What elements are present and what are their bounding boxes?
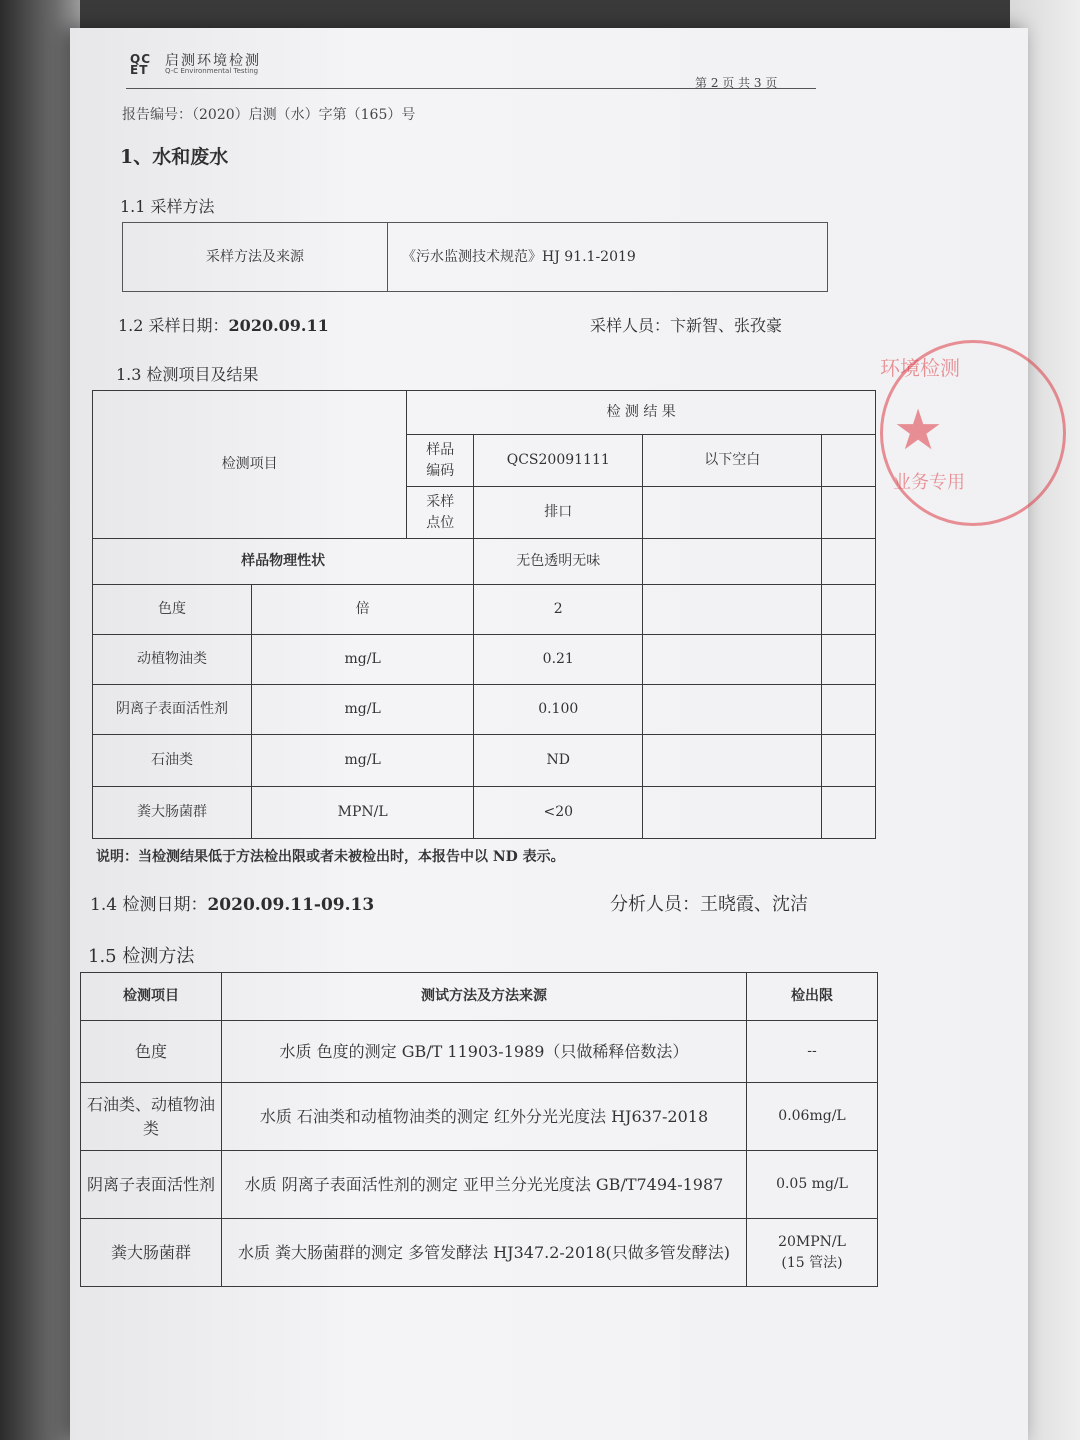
subsection-1-5-title: 1.5 检测方法 — [88, 946, 195, 967]
empty-cell — [822, 585, 876, 635]
table-row — [93, 735, 876, 787]
analysis-people: 分析人员：王晓霞、沈洁 — [610, 894, 808, 915]
table-row — [81, 1151, 878, 1219]
logo-subtitle: Q-C Environmental Testing — [165, 67, 259, 75]
analysis-date-row — [90, 890, 374, 915]
empty-cell — [822, 685, 876, 735]
results-col-item: 检测项目 — [93, 391, 407, 539]
table-row — [93, 585, 876, 635]
table-row — [93, 685, 876, 735]
result-unit: mg/L — [252, 685, 474, 735]
sampling-method-table — [122, 222, 828, 292]
sampling-date: 2020.09.11 — [228, 316, 329, 335]
report-number: 报告编号：（2020）启测（水）字第（165）号 — [122, 107, 416, 123]
result-unit: 倍 — [252, 585, 474, 635]
sampling-date-row — [118, 313, 329, 336]
method-limit: -- — [747, 1021, 878, 1083]
physical-value: 无色透明无味 — [474, 539, 643, 585]
result-item: 石油类 — [93, 735, 252, 787]
empty-cell — [643, 487, 822, 539]
table-row — [93, 787, 876, 839]
sample-code-label: 样品 编码 — [407, 435, 474, 487]
empty-cell — [643, 685, 822, 735]
method-source: 水质 阴离子表面活性剂的测定 亚甲兰分光光度法 GB/T7494-1987 — [222, 1151, 747, 1219]
table-row — [81, 1219, 878, 1287]
sampling-method-value: 《污水监测技术规范》HJ 91.1-2019 — [388, 223, 828, 292]
method-source: 水质 粪大肠菌群的测定 多管发酵法 HJ347.2-2018(只做多管发酵法) — [222, 1219, 747, 1287]
subsection-1-1-title: 1.1 采样方法 — [120, 197, 215, 216]
result-unit: MPN/L — [252, 787, 474, 839]
page-number: 第 2 页 共 3 页 — [695, 76, 778, 90]
result-value: 0.100 — [474, 685, 643, 735]
empty-cell — [643, 635, 822, 685]
empty-cell — [822, 787, 876, 839]
header-divider — [126, 88, 816, 89]
results-table — [92, 390, 876, 839]
result-unit: mg/L — [252, 635, 474, 685]
sampling-site: 排口 — [474, 487, 643, 539]
result-value: 2 — [474, 585, 643, 635]
methods-col-method: 测试方法及方法来源 — [222, 973, 747, 1021]
result-item: 动植物油类 — [93, 635, 252, 685]
result-unit: mg/L — [252, 735, 474, 787]
result-item: 色度 — [93, 585, 252, 635]
result-value: ND — [474, 735, 643, 787]
method-item: 石油类、动植物油类 — [81, 1083, 222, 1151]
sampling-people: 采样人员：卞新智、张孜豪 — [590, 316, 783, 335]
method-item: 阴离子表面活性剂 — [81, 1151, 222, 1219]
results-note: 说明：当检测结果低于方法检出限或者未被检出时，本报告中以 ND 表示。 — [96, 849, 565, 865]
methods-col-limit: 检出限 — [747, 973, 878, 1021]
physical-label: 样品物理性状 — [93, 539, 474, 585]
empty-cell — [643, 735, 822, 787]
method-source: 水质 石油类和动植物油类的测定 红外分光光度法 HJ637-2018 — [222, 1083, 747, 1151]
analysis-date-label: 1.4 检测日期： — [90, 895, 208, 915]
methods-col-item: 检测项目 — [81, 973, 222, 1021]
analysis-date: 2020.09.11-09.13 — [207, 895, 375, 915]
result-item: 阴离子表面活性剂 — [93, 685, 252, 735]
table-row — [81, 1021, 878, 1083]
method-limit: 0.05 mg/L — [747, 1151, 878, 1219]
subsection-1-3-title: 1.3 检测项目及结果 — [116, 365, 259, 384]
logo-mark: QC ET — [130, 52, 152, 77]
method-source: 水质 色度的测定 GB/T 11903-1989（只做稀释倍数法） — [222, 1021, 747, 1083]
table-row — [81, 1083, 878, 1151]
sampling-method-label: 采样方法及来源 — [123, 223, 388, 292]
empty-cell — [822, 487, 876, 539]
methods-table — [80, 972, 878, 1287]
stamp-text-top: 环境检测 — [880, 356, 960, 380]
section-title: 1、水和废水 — [120, 146, 229, 168]
background-left — [0, 0, 80, 1440]
method-limit: 20MPN/L (15 管法) — [747, 1219, 878, 1287]
result-item: 粪大肠菌群 — [93, 787, 252, 839]
sampling-date-label: 1.2 采样日期： — [118, 316, 229, 335]
empty-cell — [643, 787, 822, 839]
result-value: 0.21 — [474, 635, 643, 685]
empty-cell — [643, 585, 822, 635]
stamp-text-bottom: 业务专用 — [893, 472, 965, 493]
sampling-site-label: 采样 点位 — [407, 487, 474, 539]
result-value: <20 — [474, 787, 643, 839]
blank-note: 以下空白 — [643, 435, 822, 487]
empty-cell — [822, 735, 876, 787]
method-item: 粪大肠菌群 — [81, 1219, 222, 1287]
empty-cell — [643, 539, 822, 585]
stamp-star-icon: ★ — [893, 398, 944, 463]
sample-code: QCS20091111 — [474, 435, 643, 487]
table-row — [93, 635, 876, 685]
empty-cell — [822, 539, 876, 585]
method-item: 色度 — [81, 1021, 222, 1083]
empty-cell — [822, 635, 876, 685]
method-limit: 0.06mg/L — [747, 1083, 878, 1151]
logo-name: 启测环境检测 — [165, 53, 261, 69]
empty-cell — [822, 435, 876, 487]
results-col-result: 检 测 结 果 — [407, 391, 876, 435]
